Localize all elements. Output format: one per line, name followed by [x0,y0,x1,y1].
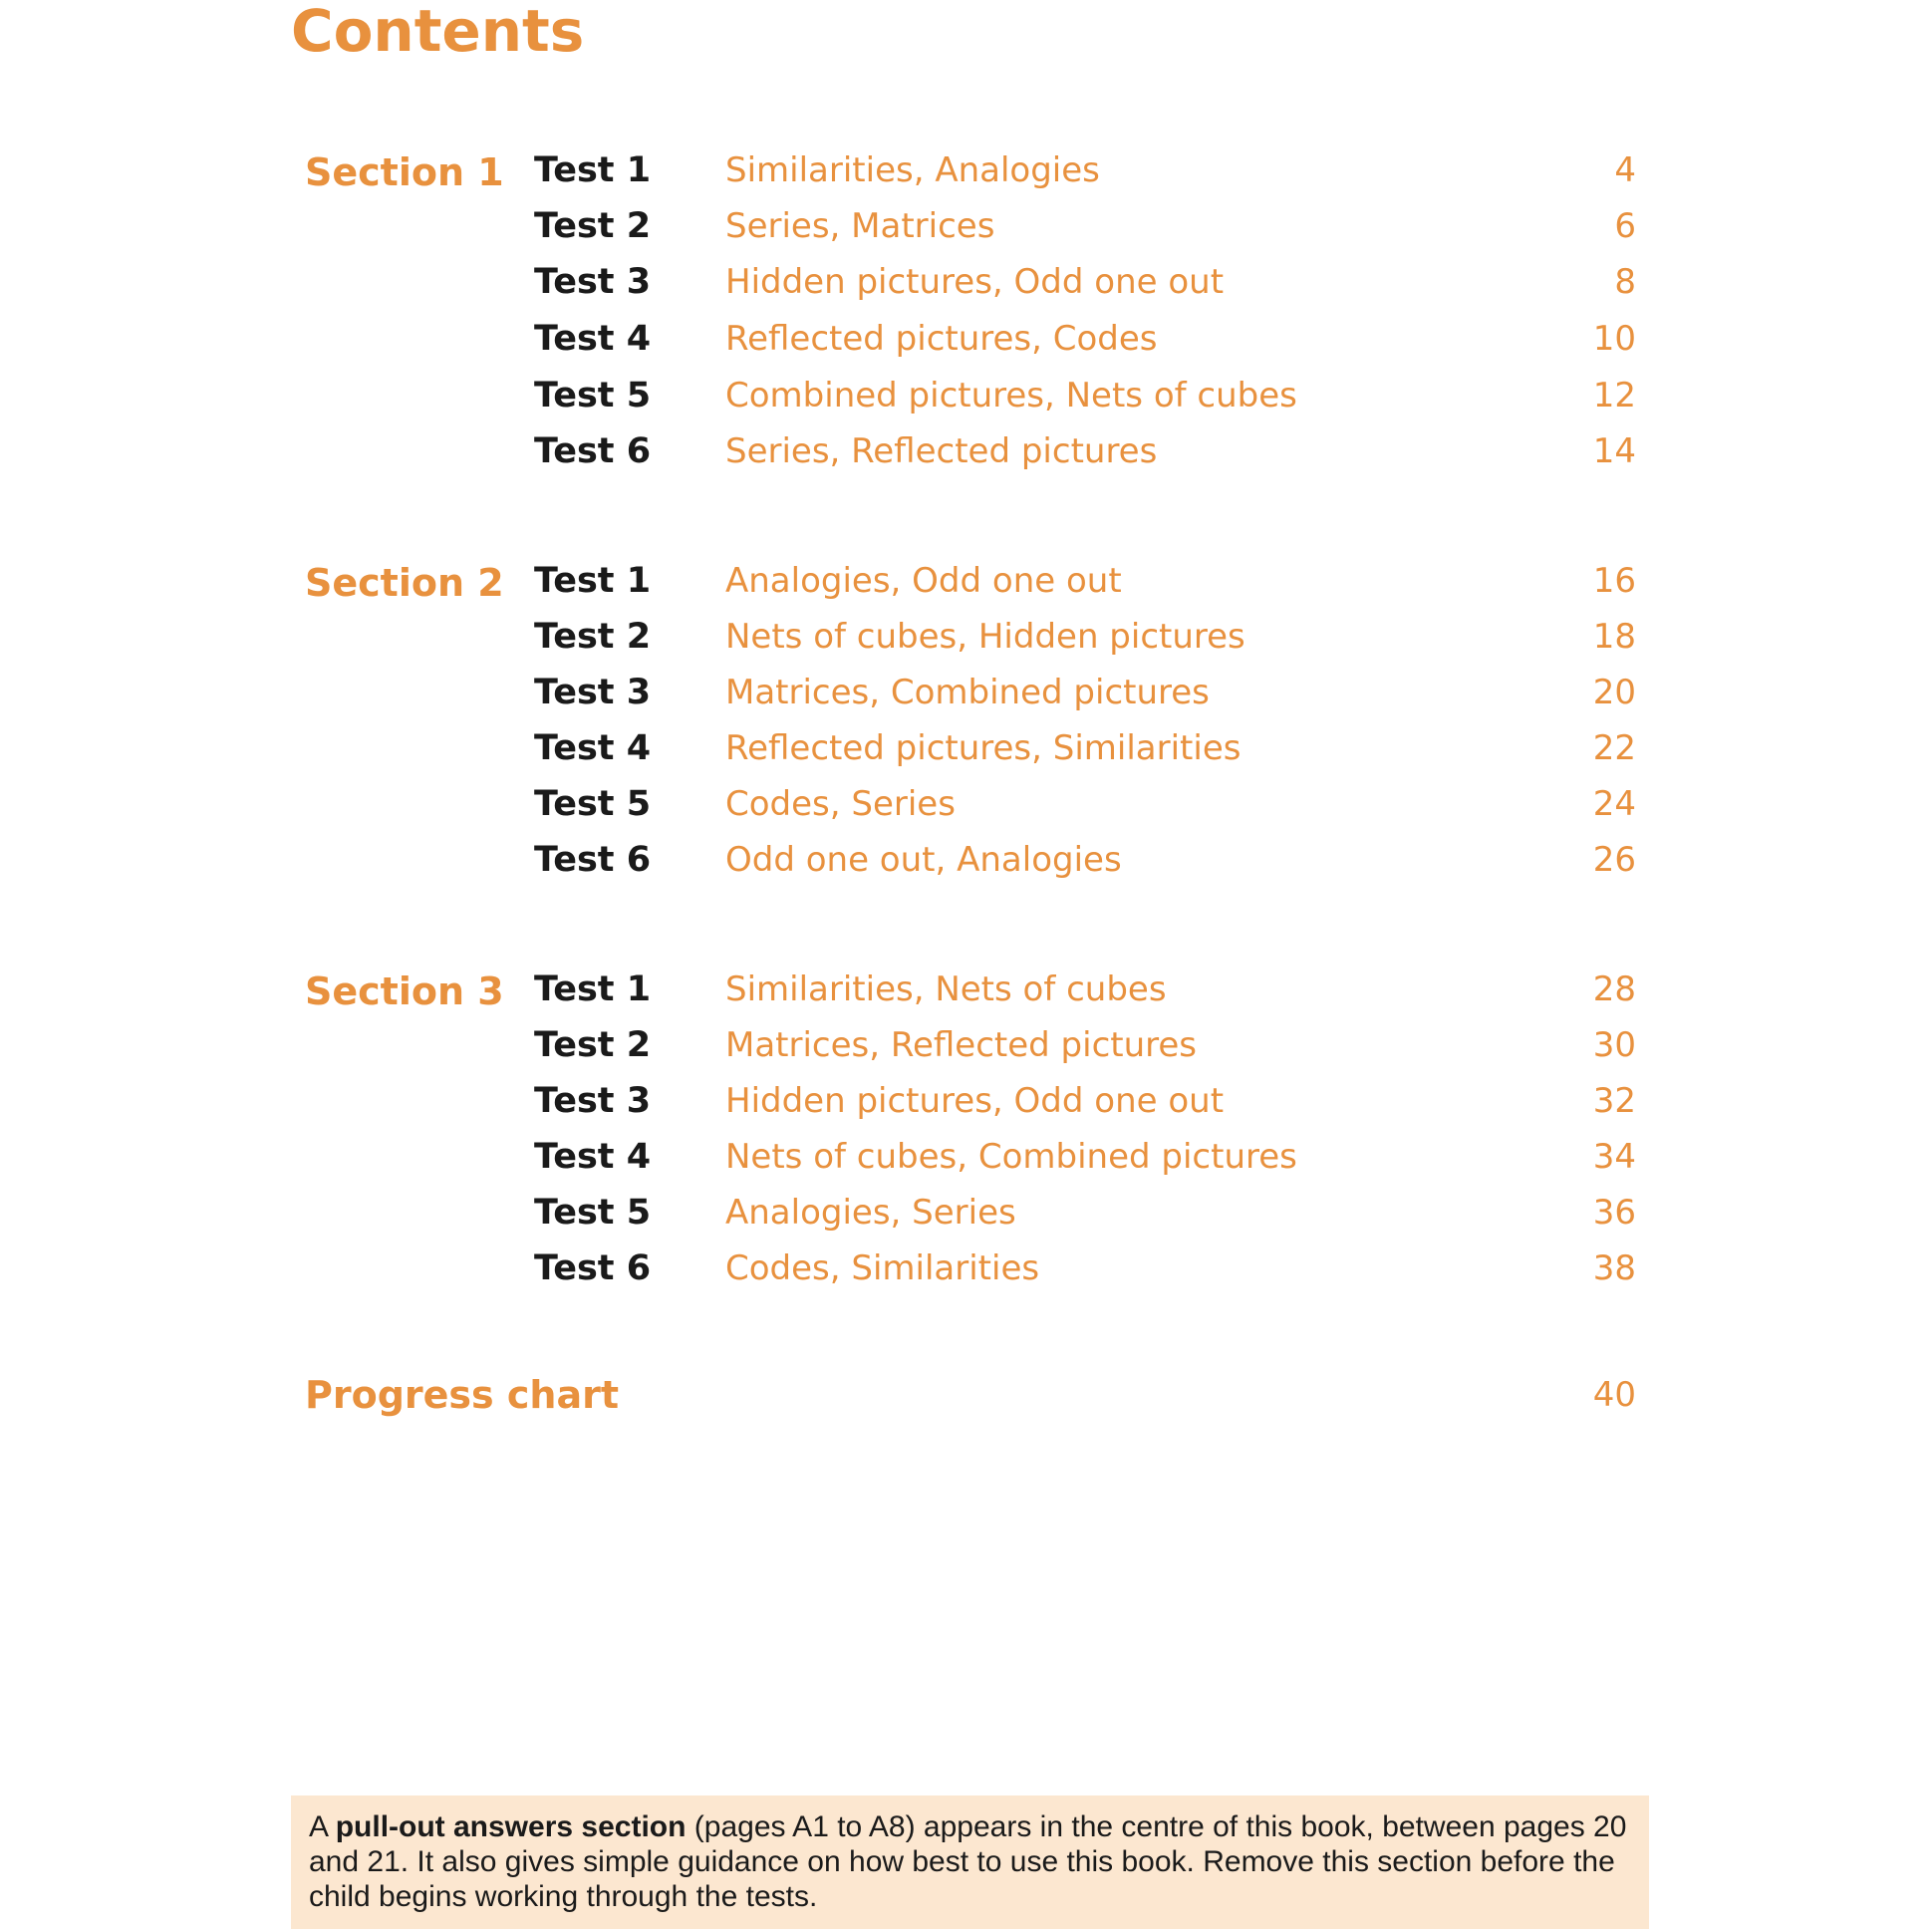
page-number: 8 [1614,262,1636,302]
page-number: 18 [1592,617,1636,657]
note-text: (pages A1 to A8) appears in the centre of this book, between pages 20 and 21. It also gives simple guidance on how best to use this book. Remove this section before the child begins working through the tests. [309,1810,1627,1913]
test-label: Test 4 [534,1137,652,1177]
test-topic: Matrices, Combined pictures [725,673,1210,712]
table-row[interactable] [0,198,1932,254]
section-label: Section 2 [305,561,504,605]
page-number: 20 [1592,673,1636,712]
page-number: 10 [1592,319,1636,359]
test-topic: Series, Matrices [725,206,995,246]
table-row[interactable] [0,423,1932,479]
test-topic: Matrices, Reflected pictures [725,1025,1198,1065]
test-topic: Analogies, Odd one out [725,561,1122,601]
page-number: 12 [1592,376,1636,415]
test-label: Test 1 [534,561,652,601]
answers-note [291,1795,1649,1929]
test-label: Test 1 [534,150,652,190]
table-row[interactable] [0,1185,1932,1241]
page-number: 38 [1592,1248,1636,1288]
table-row[interactable] [0,1129,1932,1185]
test-label: Test 2 [534,617,652,657]
table-row[interactable] [0,142,1932,198]
test-topic: Odd one out, Analogies [725,840,1122,880]
test-label: Test 5 [534,784,652,824]
test-topic: Similarities, Analogies [725,150,1100,190]
table-row[interactable] [0,832,1932,888]
page-number: 22 [1592,728,1636,768]
section-label: Section 1 [305,150,504,194]
test-topic: Hidden pictures, Odd one out [725,262,1225,302]
page-number: 6 [1614,206,1636,246]
test-label: Test 3 [534,673,652,712]
test-topic: Nets of cubes, Combined pictures [725,1137,1297,1177]
page-title: Contents [291,0,585,65]
test-label: Test 4 [534,319,652,359]
progress-chart-label[interactable]: Progress chart [305,1373,620,1417]
table-row[interactable] [0,609,1932,665]
test-label: Test 3 [534,262,652,302]
page-number: 26 [1592,840,1636,880]
test-topic: Series, Reflected pictures [725,431,1158,471]
table-row[interactable] [0,720,1932,776]
test-label: Test 6 [534,840,652,880]
test-topic: Hidden pictures, Odd one out [725,1081,1225,1121]
test-topic: Codes, Similarities [725,1248,1040,1288]
table-row[interactable] [0,1241,1932,1296]
table-row[interactable] [0,553,1932,609]
test-label: Test 4 [534,728,652,768]
test-topic: Codes, Series [725,784,956,824]
test-topic: Reflected pictures, Similarities [725,728,1242,768]
table-row[interactable] [0,311,1932,367]
test-label: Test 6 [534,431,652,471]
test-label: Test 5 [534,376,652,415]
page-number: 4 [1614,150,1636,190]
test-label: Test 6 [534,1248,652,1288]
progress-chart-page: 40 [1592,1375,1636,1415]
page-number: 30 [1592,1025,1636,1065]
section-label: Section 3 [305,969,504,1013]
test-label: Test 1 [534,969,652,1009]
test-label: Test 2 [534,206,652,246]
page-number: 14 [1592,431,1636,471]
test-topic: Similarities, Nets of cubes [725,969,1167,1009]
test-topic: Nets of cubes, Hidden pictures [725,617,1245,657]
table-row[interactable] [0,665,1932,720]
test-topic: Reflected pictures, Codes [725,319,1158,359]
table-row[interactable] [0,962,1932,1017]
note-bold: pull-out answers section [335,1810,687,1843]
table-row[interactable] [0,1017,1932,1073]
test-label: Test 3 [534,1081,652,1121]
test-label: Test 5 [534,1193,652,1233]
page-number: 28 [1592,969,1636,1009]
page-number: 34 [1592,1137,1636,1177]
page-number: 16 [1592,561,1636,601]
table-row[interactable] [0,1073,1932,1129]
test-topic: Analogies, Series [725,1193,1016,1233]
note-prefix: A [309,1810,336,1843]
page-number: 24 [1592,784,1636,824]
test-topic: Combined pictures, Nets of cubes [725,376,1297,415]
test-label: Test 2 [534,1025,652,1065]
page-number: 32 [1592,1081,1636,1121]
table-row[interactable] [0,776,1932,832]
page-number: 36 [1592,1193,1636,1233]
table-row[interactable] [0,254,1932,310]
table-row[interactable] [0,368,1932,423]
